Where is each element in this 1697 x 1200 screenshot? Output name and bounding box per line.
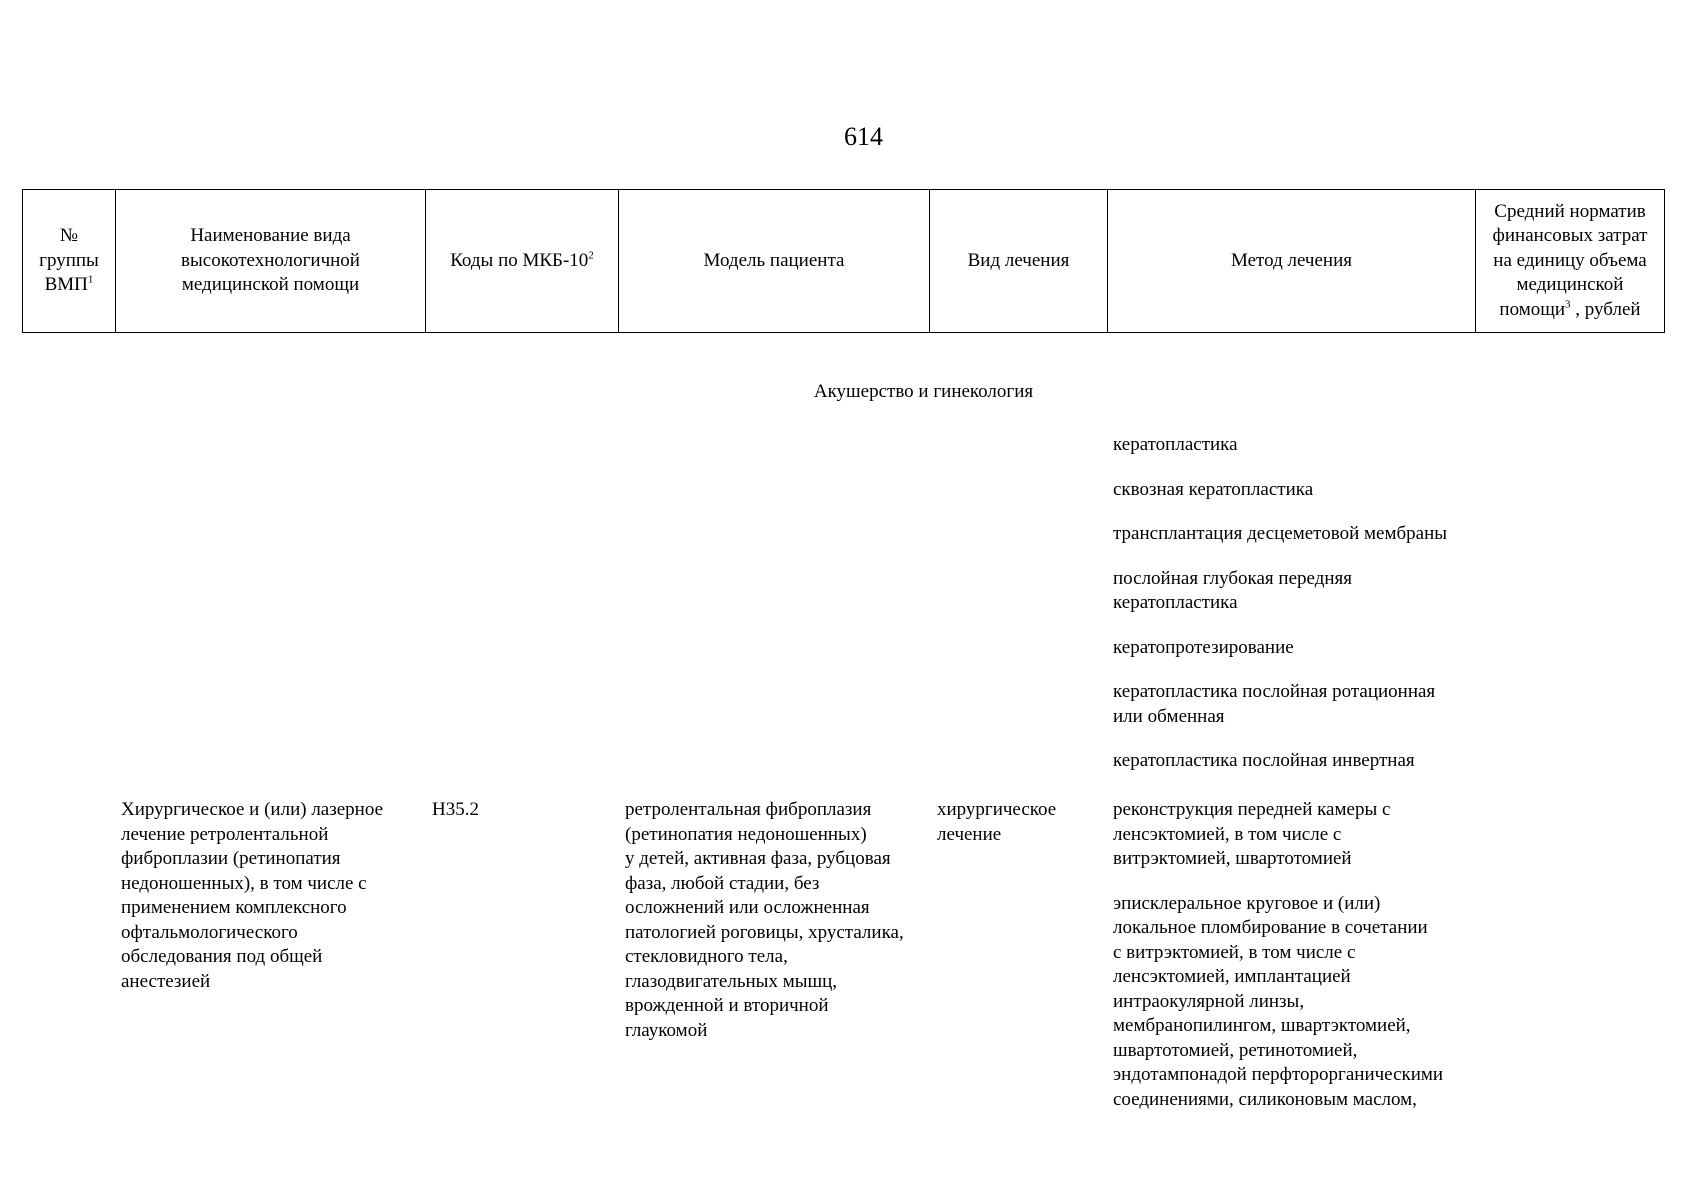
- header-group-number-line: ВМП$^1$: [44, 273, 94, 296]
- method-item: кератопротезирование: [1113, 636, 1294, 658]
- header-group-number-line: №: [59, 225, 79, 247]
- footnote-marker: 3: [1565, 298, 1571, 311]
- row-icd-code: H35.2: [432, 799, 479, 820]
- header-group-number-line: группы: [39, 249, 99, 271]
- row-treatment-methods: [1113, 798, 1488, 1132]
- method-item: послойная глубокая передняя кератопластика: [1113, 567, 1353, 613]
- row-treatment-type: хирургическое лечение: [937, 799, 1057, 845]
- footnote-marker: 2: [588, 249, 594, 262]
- continued-methods-list: [1113, 433, 1485, 794]
- row-patient-model: ретролентальная фиброплазия (ретинопатия недоношенных) у детей, активная фаза, рубцовая фаза, любой стадии, без осложнений или осложненная патологией роговицы, хрусталика, стекловидного тела, глазодвигательных мышц, врожденной и вторичной глаукомой: [625, 799, 904, 1041]
- method-item: кератопластика послойная ротационная или обменная: [1113, 681, 1436, 727]
- header-treatment-type: Вид лечения: [930, 190, 1108, 333]
- header-group-number: [23, 190, 116, 333]
- method-item: реконструкция передней камеры с ленсэктомией, в том числе с витрэктомией, швартотомией: [1113, 799, 1391, 869]
- header-icd-codes: Коды по МКБ-$10^2$: [426, 190, 619, 333]
- section-title: Акушерство и гинекология: [813, 381, 1034, 402]
- page-number: 614: [844, 122, 883, 151]
- header-cost-standard: Средний норматив финансовых затрат на единицу объема медицинской помощи$^3$ , рублей: [1476, 190, 1665, 333]
- method-item: кератопластика послойная инвертная: [1113, 750, 1415, 771]
- method-item: эписклеральное круговое и (или) локальное пломбирование в сочетании с витрэктомией, в том числе с ленсэктомией, имплантацией интраокулярной линзы, мембранопилингом, швартэктомией, швартотомией, ретинотомией, эндотампонадой перфторорганическими соединениями, силиконовым маслом,: [1113, 892, 1444, 1110]
- header-treatment-method: Метод лечения: [1108, 190, 1476, 333]
- header-table: [22, 189, 1665, 333]
- header-care-name: Наименование вида высокотехнологичной медицинской помощи: [116, 190, 426, 333]
- footnote-marker: 1: [87, 273, 94, 286]
- method-item: кератопластика: [1113, 434, 1238, 455]
- method-item: трансплантация десцеметовой мембраны: [1113, 523, 1448, 544]
- row-care-name: Хирургическое и (или) лазерное лечение ретролентальной фиброплазии (ретинопатия недоношенных), в том числе с применением комплексного офтальмологического обследования под общей анестезией: [121, 799, 384, 992]
- header-patient-model: Модель пациента: [619, 190, 930, 333]
- method-item: сквозная кератопластика: [1113, 478, 1314, 500]
